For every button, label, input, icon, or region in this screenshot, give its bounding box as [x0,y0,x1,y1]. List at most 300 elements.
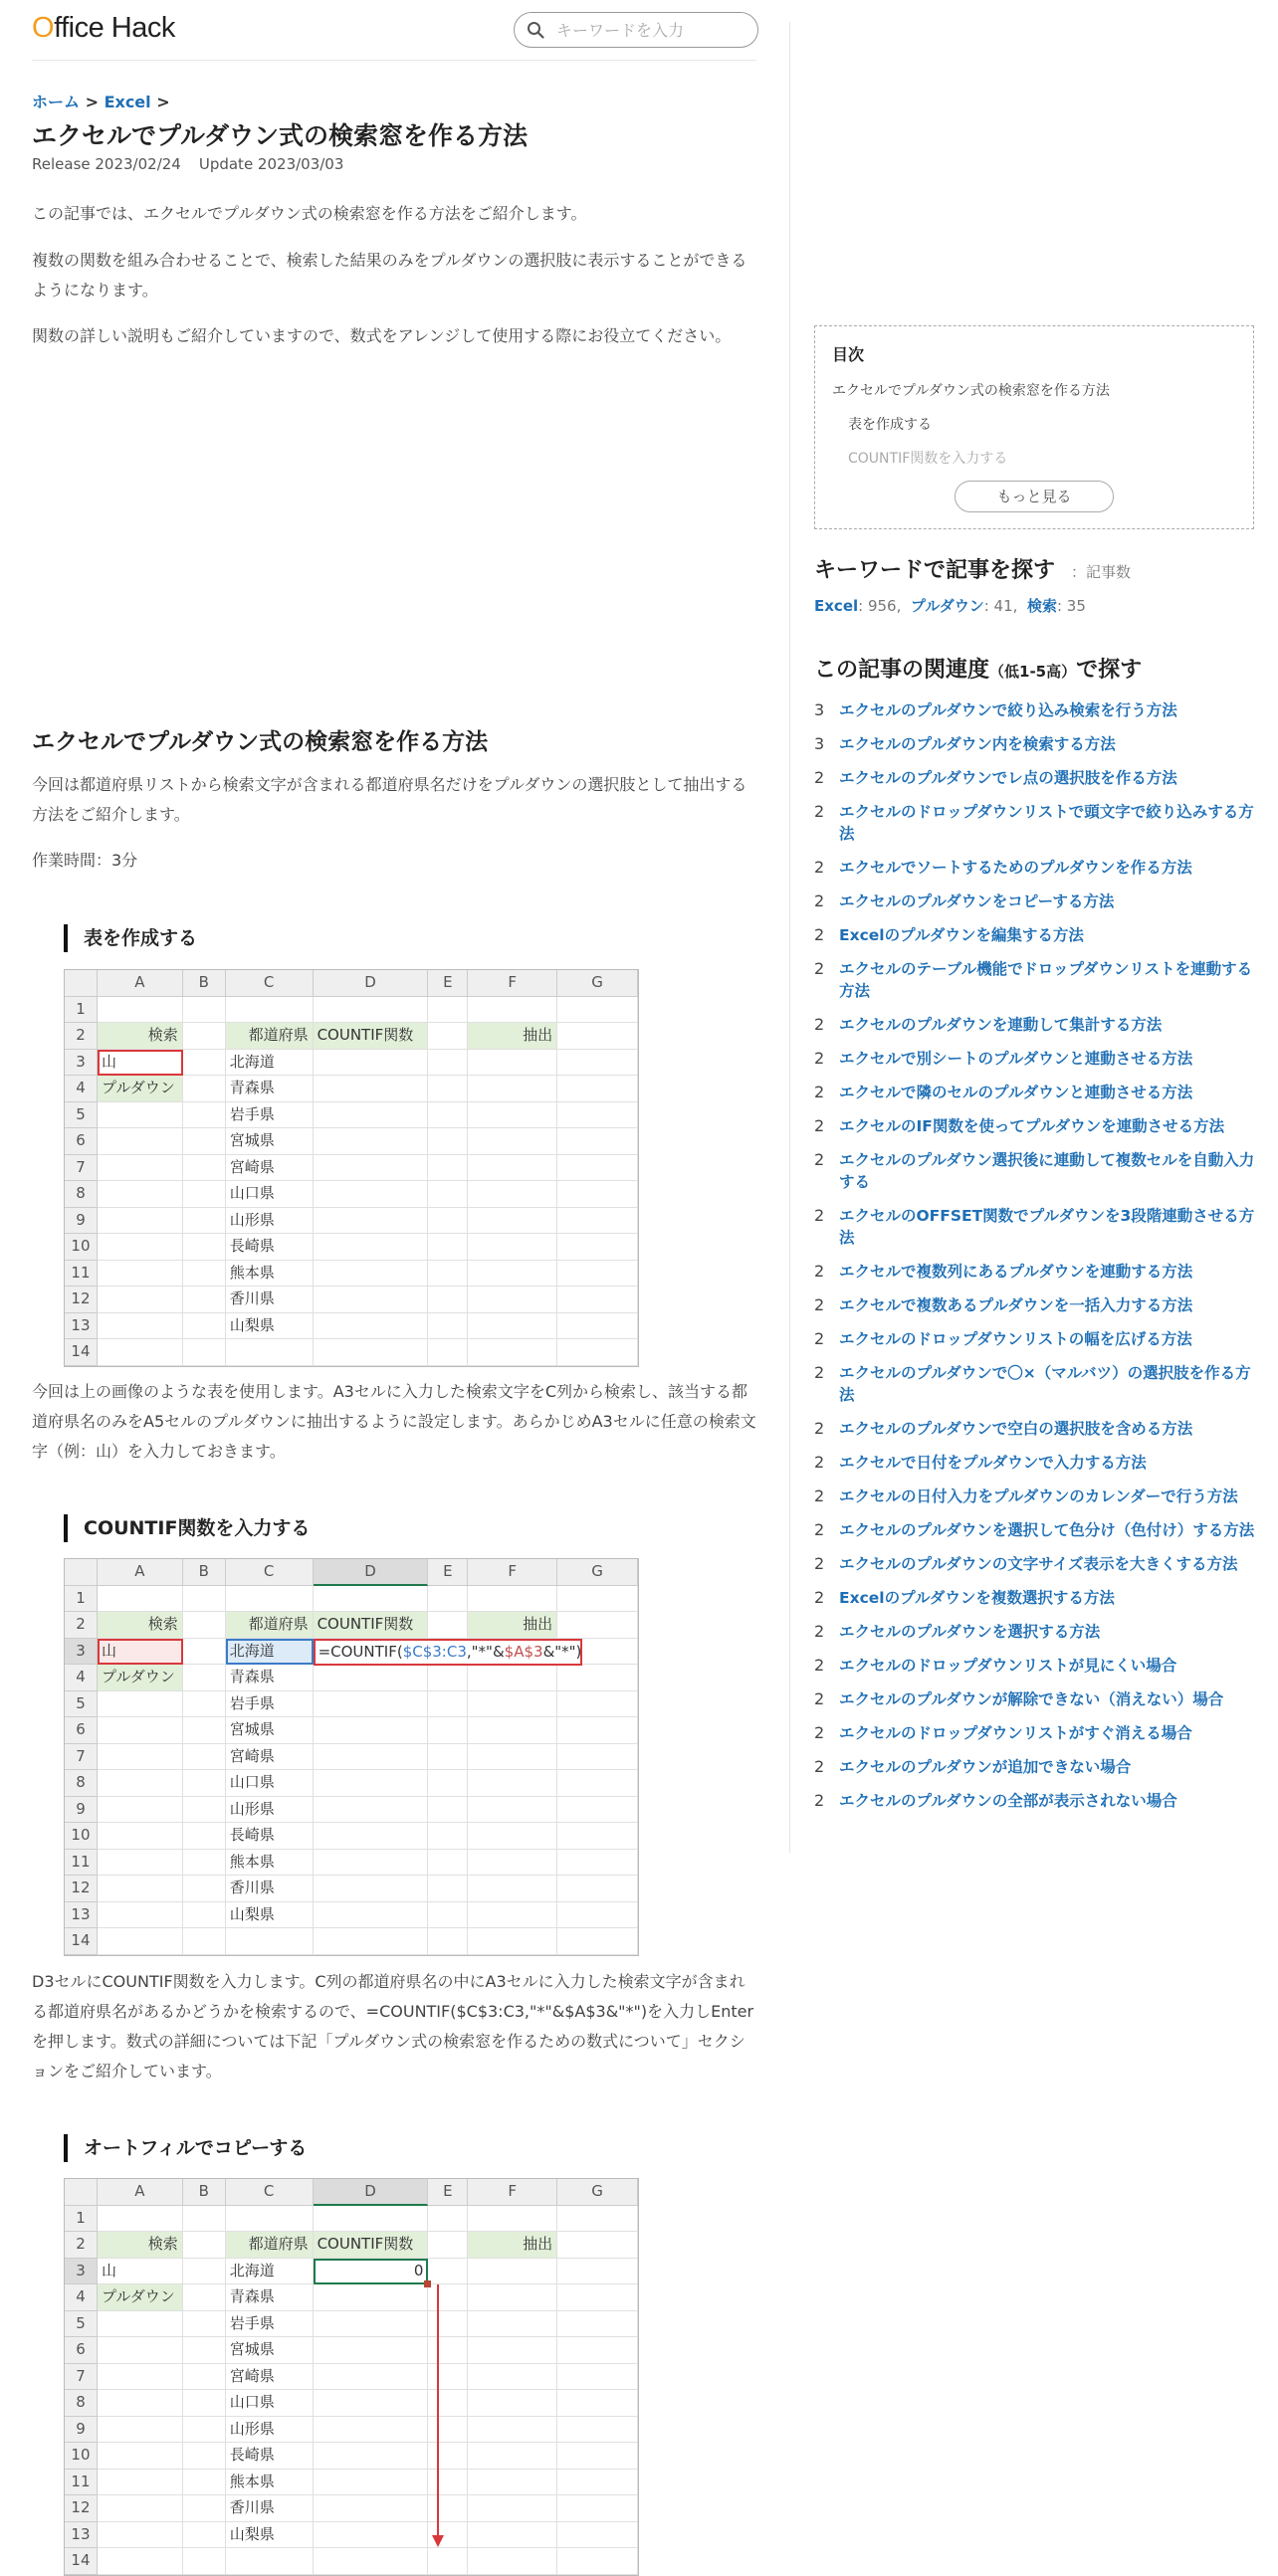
related-item [814,1480,1258,1513]
sheet-cell [557,1823,638,1850]
sheet-cell [557,1770,638,1797]
relevance-score: 2 [814,1116,825,1135]
sheet-cell [98,1287,183,1313]
column-header: F [468,1559,557,1586]
update-date: Update 2023/03/03 [198,155,344,173]
sheet-cell [183,1902,226,1929]
sheet-cell [314,1770,429,1797]
sheet-cell [314,1234,429,1261]
sheet-cell [468,1287,557,1313]
related-article-link[interactable]: Excelのプルダウンを編集する方法 [839,926,1084,944]
search-input[interactable] [556,21,726,40]
related-item [814,1322,1258,1356]
sheet-row [65,1902,638,1929]
related-article-link[interactable]: エクセルで複数あるプルダウンを一括入力する方法 [839,1296,1193,1314]
sheet-cell [468,2417,557,2444]
relevance-score: 2 [814,1520,825,1539]
keyword-link[interactable]: 検索 [1026,597,1057,615]
related-article-link[interactable]: エクセルで隣のセルのプルダウンと連動させる方法 [839,1084,1193,1101]
sheet-cell [428,1850,468,1877]
page-title: エクセルでプルダウン式の検索窓を作る方法 [32,121,529,150]
sheet-cell [468,1234,557,1261]
sheet-cell [183,2417,226,2444]
sheet-cell [557,1155,638,1182]
sheet-row [65,1744,638,1771]
toc-more-button[interactable]: もっと見る [955,481,1114,512]
related-article-link[interactable]: エクセルでソートするためのプルダウンを作る方法 [839,859,1192,877]
sheet-cell [183,1823,226,1850]
sheet-cell [314,2311,429,2338]
row-number: 12 [65,2495,98,2522]
row-number: 3 [65,2259,98,2285]
sheet-cell [314,1208,429,1235]
row-number: 4 [65,1076,98,1102]
column-header: C [226,2179,314,2206]
related-article-link[interactable]: エクセルのプルダウンをコピーする方法 [839,892,1115,910]
related-article-link[interactable]: エクセルのドロップダウンリストの幅を広げる方法 [839,1330,1192,1348]
work-time: 作業時間：3分 [32,851,138,870]
sheet-cell [314,1287,429,1313]
sheet-cell [468,1876,557,1902]
sheet-cell [98,1770,183,1797]
sheet-cell [183,2259,226,2285]
row-number: 6 [65,1717,98,1744]
toc-item[interactable]: COUNTIF関数を入力する [848,451,1008,467]
sheet-cell [428,997,468,1024]
sheet-cell [557,1717,638,1744]
related-article-link[interactable]: エクセルのプルダウンでレ点の選択肢を作る方法 [839,769,1177,787]
sheet-cell [314,2548,429,2575]
search-value-cell: 山 [98,1050,183,1077]
sheet-cell [468,1744,557,1771]
sheet-cell [98,1876,183,1902]
sheet-cell [226,997,314,1024]
column-header: A [98,1559,183,1586]
sheet-cell [183,2390,226,2417]
sheet-cell [314,1823,429,1850]
related-item [814,1042,1258,1076]
sheet-cell [428,1665,468,1691]
relevance-score: 2 [814,1363,825,1382]
row-number: 7 [65,1155,98,1182]
sheet-cell [183,1797,226,1824]
sheet-cell [98,2470,183,2496]
related-item [814,1143,1258,1199]
label-pulldown: プルダウン [98,1665,183,1691]
sheet-row [65,1717,638,1744]
sheet-cell [183,1287,226,1313]
sheet-cell [314,2443,429,2470]
relevance-score: 2 [814,1083,825,1101]
related-article-link[interactable]: エクセルのプルダウン内を検索する方法 [839,735,1116,753]
sheet-cell [98,1928,183,1955]
intro-paragraph: 複数の関数を組み合わせることで、検索した結果のみをプルダウンの選択肢に表示することができるようになります。 [32,251,747,299]
sheet-cell [468,1797,557,1824]
sheet-cell [557,1665,638,1691]
search-box[interactable] [514,12,758,48]
sheet-cell [557,1208,638,1235]
row-number: 9 [65,1797,98,1824]
related-article-link[interactable]: エクセルのIF関数を使ってプルダウンを連動させる方法 [839,1117,1225,1135]
related-item [814,1288,1258,1322]
related-article-link[interactable]: エクセルのプルダウンで絞り込み検索を行う方法 [839,701,1177,719]
sheet-row [65,2417,638,2444]
related-article-link[interactable]: エクセルのドロップダウンリストがすぐ消える場合 [839,1724,1192,1742]
sheet-cell [557,2206,638,2233]
relevance-score: 2 [814,1015,825,1034]
prefecture-cell: 山口県 [226,1770,314,1797]
label-search: 検索 [98,2232,183,2259]
sheet-cell [98,2364,183,2391]
sheet-cell [226,2206,314,2233]
sheet-cell [183,2337,226,2364]
sheet-cell [314,1928,429,1955]
related-article-link[interactable]: エクセルの日付入力をプルダウンのカレンダーで行う方法 [839,1487,1238,1505]
sheet-cell [468,2495,557,2522]
sheet-cell [226,2548,314,2575]
prefecture-cell: 山口県 [226,1181,314,1208]
sheet-cell [468,2390,557,2417]
sheet-corner [65,2179,98,2206]
sheet-cell [428,1691,468,1718]
sheet-cell [98,2337,183,2364]
sheet-cell [183,1261,226,1288]
keyword-link[interactable]: Excel [814,597,859,615]
sheet-cell [557,2417,638,2444]
related-article-link[interactable]: エクセルのドロップダウンリストが見にくい場合 [839,1657,1177,1675]
sheet-cell [468,1850,557,1877]
sheet-cell [468,2522,557,2549]
related-heading: この記事の関連度（低1-5高）で探す [814,658,1143,683]
sheet-header-row [65,1559,638,1586]
sheet-cell [183,1770,226,1797]
sheet-row [65,2443,638,2470]
relevance-score: 2 [814,1656,825,1675]
sheet-row [65,2311,638,2338]
sheet-cell [468,1823,557,1850]
sheet-row [65,1050,638,1077]
sheet-row [65,1155,638,1182]
row-number: 12 [65,1287,98,1313]
sheet-cell [468,2443,557,2470]
related-item [814,1199,1258,1255]
sheet-cell [183,1050,226,1077]
sheet-cell [98,2548,183,2575]
toc-title: 目次 [832,345,865,364]
prefecture-cell: 長崎県 [226,1823,314,1850]
site-logo[interactable]: Office Hack [32,12,175,44]
row-number: 8 [65,1770,98,1797]
spreadsheet-image-2 [64,1558,639,1956]
sheet-cell [183,1128,226,1155]
sheet-cell [557,2470,638,2496]
release-date: Release 2023/02/24 [32,155,181,173]
breadcrumb: ホーム > Excel > [32,93,170,111]
related-article-link[interactable]: エクセルのプルダウンで空白の選択肢を含める方法 [839,1420,1193,1438]
related-article-link[interactable]: Excelのプルダウンを複数選択する方法 [839,1589,1115,1607]
prefecture-cell: 宮城県 [226,1717,314,1744]
sheet-cell [557,1128,638,1155]
sheet-cell [428,1050,468,1077]
sheet-cell [98,1744,183,1771]
sheet-cell [314,1850,429,1877]
prefecture-cell: 香川県 [226,2495,314,2522]
sheet-row [65,1612,638,1639]
prefecture-cell: 山梨県 [226,2522,314,2549]
spreadsheet-image-3 [64,2178,639,2576]
row-number: 2 [65,1023,98,1050]
sheet-cell [98,1339,183,1366]
sheet-row [65,2284,638,2311]
relevance-score: 2 [814,1329,825,1348]
prefecture-cell: 熊本県 [226,2470,314,2496]
related-article-link[interactable]: エクセルのプルダウンの文字サイズ表示を大きくする方法 [839,1555,1238,1573]
sheet-cell [98,1797,183,1824]
row-number: 12 [65,1876,98,1902]
sheet-cell [183,1691,226,1718]
prefecture-cell: 宮城県 [226,1128,314,1155]
breadcrumb-home[interactable]: ホーム [32,93,81,111]
sheet-cell [557,2443,638,2470]
sheet-row [65,1234,638,1261]
prefecture-cell: 山形県 [226,1208,314,1235]
sheet-cell [183,1665,226,1691]
prefecture-cell: 香川県 [226,1287,314,1313]
sheet-cell [183,1928,226,1955]
sheet-cell [468,2206,557,2233]
fill-handle[interactable] [424,2280,431,2287]
sheet-cell [314,1744,429,1771]
relevance-score: 2 [814,1206,825,1225]
related-item [814,851,1258,885]
sheet-cell [314,2470,429,2496]
sheet-cell [183,1339,226,1366]
sheet-cell [428,1612,468,1639]
row-number: 3 [65,1639,98,1666]
sheet-cell [468,2548,557,2575]
sheet-cell [557,1339,638,1366]
sheet-cell [98,997,183,1024]
sheet-cell [428,1928,468,1955]
sheet-cell [428,1744,468,1771]
related-article-link[interactable]: エクセルで複数列にあるプルダウンを連動する方法 [839,1263,1193,1281]
column-header: D [314,970,429,997]
sheet-cell [557,1876,638,1902]
sheet-cell [98,1128,183,1155]
row-number: 5 [65,1691,98,1718]
sheet-cell [314,1691,429,1718]
related-item [814,918,1258,952]
relevance-score: 2 [814,768,825,787]
relevance-score: 2 [814,1150,825,1169]
breadcrumb-excel[interactable]: Excel [104,93,151,111]
intro-paragraph: 関数の詳しい説明もご紹介していますので、数式をアレンジして使用する際にお役立てください。 [32,326,732,345]
sheet-cell [314,1876,429,1902]
related-item [814,727,1258,761]
sheet-cell [226,1339,314,1366]
keyword-heading: キーワードで記事を探す ：記事数 [814,558,1132,583]
related-article-link[interactable]: エクセルのプルダウンが解除できない（消えない）場合 [839,1690,1224,1708]
sheet-cell [557,2495,638,2522]
related-article-link[interactable]: エクセルで日付をプルダウンで入力する方法 [839,1454,1147,1472]
sheet-cell [314,2417,429,2444]
column-header: C [226,970,314,997]
relevance-score: 2 [814,1622,825,1641]
sheet-row [65,1339,638,1366]
step1-text: 今回は上の画像のような表を使用します。A3セルに入力した検索文字をC列から検索し、該当する都道府県名のみをA5セルのプルダウンに抽出するように設定します。あらかじめA3セルに任意の検索文字（例：山）を入力しておきます。 [32,1382,756,1461]
sheet-cell [183,2522,226,2549]
step-heading: オートフィルでコピーする [64,2134,307,2162]
relevance-score: 2 [814,802,825,821]
label-countif: COUNTIF関数 [314,2232,429,2259]
related-article-link[interactable]: エクセルのプルダウンが追加できない場合 [839,1758,1132,1776]
sheet-cell [468,2311,557,2338]
sheet-cell [98,1850,183,1877]
sheet-cell [468,2470,557,2496]
toc-item[interactable]: 表を作成する [848,417,932,433]
sheet-cell [557,1234,638,1261]
sheet-row [65,1770,638,1797]
sheet-cell [183,2548,226,2575]
row-number: 8 [65,1181,98,1208]
column-header: B [183,970,226,997]
sheet-row [65,1023,638,1050]
sheet-cell [183,1102,226,1129]
related-article-link[interactable]: エクセルで別シートのプルダウンと連動させる方法 [839,1050,1193,1068]
sheet-cell [428,1234,468,1261]
sheet-cell [98,2417,183,2444]
related-item [814,1581,1258,1615]
prefecture-cell: 宮崎県 [226,1155,314,1182]
related-item [814,1109,1258,1143]
sheet-header-row [65,2179,638,2206]
sheet-cell [468,2284,557,2311]
sheet-cell [98,1902,183,1929]
sheet-cell [428,1770,468,1797]
related-item [814,1716,1258,1750]
sheet-cell [468,1313,557,1340]
sheet-cell [314,1050,429,1077]
sheet-cell [183,2206,226,2233]
sheet-cell [557,2232,638,2259]
sheet-cell [468,2337,557,2364]
related-article-link[interactable]: エクセルのプルダウンを連動して集計する方法 [839,1016,1163,1034]
label-pulldown: プルダウン [98,1076,183,1102]
related-article-link[interactable]: エクセルのプルダウンで〇×（マルバツ）の選択肢を作る方法 [839,1364,1251,1404]
sheet-cell [183,1639,226,1666]
sheet-cell [98,1155,183,1182]
related-item [814,1547,1258,1581]
sheet-cell [428,1313,468,1340]
sheet-cell [557,1313,638,1340]
related-item [814,1750,1258,1784]
toc-item[interactable]: エクセルでプルダウン式の検索窓を作る方法 [832,383,1110,399]
sheet-cell [557,1586,638,1613]
sheet-cell [183,2311,226,2338]
sheet-cell [314,2364,429,2391]
section-heading: エクセルでプルダウン式の検索窓を作る方法 [32,729,489,755]
step-heading: COUNTIF関数を入力する [64,1514,310,1542]
column-header: D [314,2179,429,2206]
related-item [814,1008,1258,1042]
sheet-cell [557,2390,638,2417]
related-article-link[interactable]: エクセルのOFFSET関数でプルダウンを3段階連動させる方法 [839,1207,1255,1247]
relevance-score: 2 [814,858,825,877]
label-search: 検索 [98,1023,183,1050]
sheet-cell [183,2232,226,2259]
sheet-cell [428,1023,468,1050]
prefecture-cell: 青森県 [226,2284,314,2311]
sheet-cell [314,1339,429,1366]
sheet-cell [428,1902,468,1929]
sheet-row [65,2522,638,2549]
sheet-cell [557,1102,638,1129]
sheet-cell [183,2443,226,2470]
label-prefecture: 都道府県 [226,2232,314,2259]
prefecture-cell: 山梨県 [226,1313,314,1340]
sheet-cell [98,1208,183,1235]
section-intro: 今回は都道府県リストから検索文字が含まれる都道府県名だけをプルダウンの選択肢として抽出する方法をご紹介します。 [32,775,747,824]
related-article-link[interactable]: エクセルのプルダウン選択後に連動して複数セルを自動入力する [839,1151,1255,1191]
row-number: 4 [65,2284,98,2311]
sheet-cell [468,997,557,1024]
row-number: 6 [65,2337,98,2364]
sheet-cell [183,1876,226,1902]
prefecture-cell: 熊本県 [226,1850,314,1877]
sheet-cell [428,1181,468,1208]
related-article-link[interactable]: エクセルのプルダウンの全部が表示されない場合 [839,1792,1177,1810]
related-item [814,952,1258,1008]
related-article-link[interactable]: エクセルのプルダウンを選択して色分け（色付け）する方法 [839,1521,1255,1539]
keyword-link[interactable]: プルダウン [910,597,984,615]
row-number: 1 [65,997,98,1024]
sheet-cell [314,1076,429,1102]
sheet-cell [557,2548,638,2575]
countif-result: 0 [413,2261,424,2279]
label-countif: COUNTIF関数 [314,1023,429,1050]
related-article-link[interactable]: エクセルのテーブル機能でドロップダウンリストを連動する方法 [839,960,1253,1000]
sheet-cell [468,1208,557,1235]
label-extract: 抽出 [468,2232,557,2259]
row-number: 7 [65,1744,98,1771]
prefecture-cell: 青森県 [226,1665,314,1691]
relevance-score: 2 [814,1486,825,1505]
row-number: 5 [65,1102,98,1129]
sheet-cell [557,997,638,1024]
sheet-cell [98,1261,183,1288]
sheet-cell [183,1612,226,1639]
relevance-score: 2 [814,1791,825,1810]
related-item [814,1412,1258,1446]
sheet-cell [98,2390,183,2417]
sheet-cell [183,2364,226,2391]
sheet-row [65,1639,638,1666]
relevance-score: 3 [814,700,825,719]
column-header: B [183,2179,226,2206]
related-article-link[interactable]: エクセルのプルダウンを選択する方法 [839,1623,1101,1641]
sheet-cell [557,1928,638,1955]
relevance-score: 2 [814,959,825,978]
related-item [814,694,1258,727]
sheet-cell [314,1665,429,1691]
column-header: C [226,1559,314,1586]
row-number: 9 [65,2417,98,2444]
site-header [32,0,756,61]
relevance-score: 2 [814,1262,825,1281]
related-article-link[interactable]: エクセルのドロップダウンリストで頭文字で絞り込みする方法 [839,803,1254,843]
relevance-score: 2 [814,1588,825,1607]
sheet-cell [468,1050,557,1077]
